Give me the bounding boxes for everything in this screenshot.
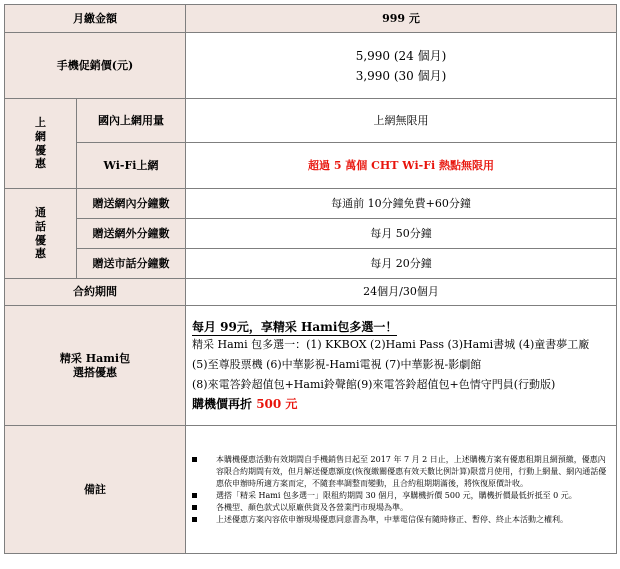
hami-details [186, 306, 617, 426]
remark-item: 上述優惠方案內容依申辦現場優惠同意書為準，中華電信保有隨時修正、暫停、終止本活動之權利。 [192, 514, 612, 526]
hami-option-line-1: 精采 Hami 包多選一：(1) KKBOX (2)Hami Pass (3)Hami書城 (4)童書夢工廠 [192, 337, 590, 351]
wifi-value: 超過 5 萬個 CHT Wi-Fi 熱點無限用 [186, 143, 617, 189]
monthly-fee-label: 月繳金額 [5, 5, 186, 33]
landline-minutes-value: 每月 20分鐘 [186, 249, 617, 279]
promo-price-24: 5,990 (24 個月) [355, 48, 447, 63]
hami-label: 精采 Hami包 選搭優惠 [5, 306, 186, 426]
hami-option-line-3: (8)來電答鈴超值包+Hami鈴聲館(9)來電答鈴超值包+色情守門員(行動版) [192, 377, 556, 391]
bullet-icon [192, 505, 197, 510]
contract-label: 合約期間 [5, 279, 186, 306]
remark-item: 各機型、顏色款式以原廠供貨及各營業門市現場為準。 [192, 502, 612, 514]
remarks-label: 備註 [5, 426, 186, 554]
domestic-data-label: 國內上網用量 [77, 99, 186, 143]
bullet-icon [192, 517, 197, 522]
calls-group-label: 通 話 優 惠 [5, 189, 77, 279]
hami-headline: 每月 99元，享精采 Hami包多選一！ [192, 319, 398, 334]
hami-discount: 購機價再折 500 元 [192, 396, 298, 411]
promo-price-30: 3,990 (30 個月) [355, 68, 447, 83]
remark-item: 選搭「精采 Hami 包多選一」限租約期間 30 個月，享購機折價 500 元，購機折價最低折抵至 0 元。 [192, 490, 612, 502]
onnet-minutes-label: 贈送網內分鐘數 [77, 189, 186, 219]
onnet-minutes-value: 每通前 10分鐘免費+60分鐘 [186, 189, 617, 219]
monthly-fee-value: 999 元 [186, 5, 617, 33]
offnet-minutes-label: 贈送網外分鐘數 [77, 219, 186, 249]
promo-price-label: 手機促銷價(元) [5, 33, 186, 99]
hami-option-line-2: (5)至尊股票機 (6)中華影視-Hami電視 (7)中華影視-影劇館 [192, 357, 482, 371]
internet-group-label: 上 網 優 惠 [5, 99, 77, 189]
bullet-icon [192, 457, 197, 462]
bullet-icon [192, 493, 197, 498]
landline-minutes-label: 贈送市話分鐘數 [77, 249, 186, 279]
offnet-minutes-value: 每月 50分鐘 [186, 219, 617, 249]
contract-value: 24個月/30個月 [186, 279, 617, 306]
plan-table [4, 4, 617, 554]
remarks-list [186, 426, 617, 554]
wifi-label: Wi-Fi上網 [77, 143, 186, 189]
domestic-data-value: 上網無限用 [186, 99, 617, 143]
hami-discount-amount: 500 元 [256, 396, 298, 411]
promo-price-values [186, 33, 617, 99]
remark-item: 本購機優惠活動有效期間自手機銷售日起至 2017 年 7 月 2 日止，上述購機方案有優惠租期且網預繳，優惠內容限合約期間有效，但月解送優惠額度(恢復繳關優惠有效天數比例計算)限當月使用，行動上網量、網內通話優惠依申辦時所適方案而定，不隨套率調整而變動，且合約租期期滿後，將恢復原價計收。 [192, 454, 612, 490]
